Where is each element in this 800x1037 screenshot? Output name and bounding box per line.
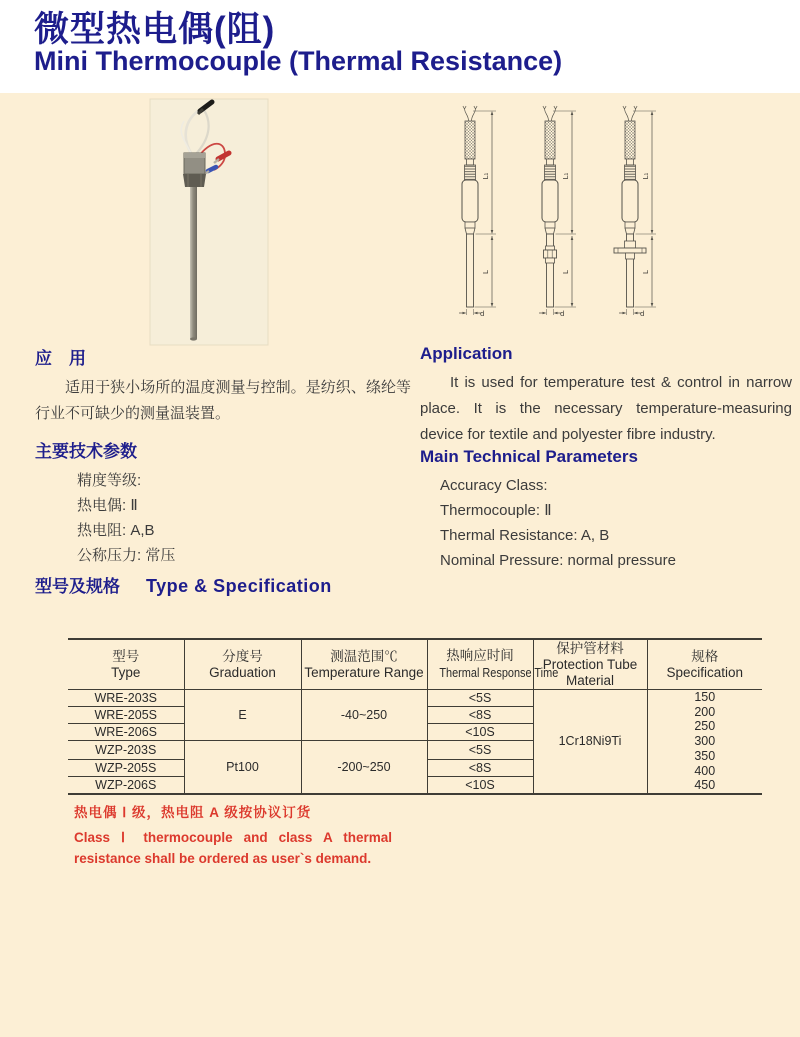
parameter-item: 热电阻: A,B [77, 522, 155, 539]
cell-type: WRE-205S [68, 707, 184, 724]
cell-type: WZP-203S [68, 741, 184, 760]
header-specification: 规格 Specification [647, 639, 762, 690]
spec-value: 150 [694, 690, 716, 704]
parameters-section-en [420, 447, 792, 573]
application-body-en: It is used for temperature test & control in narrow place. It is the necessary temperature-measuring device for textile and polyester fibre industry. [420, 374, 792, 443]
cell-response-time: <10S [427, 777, 533, 794]
cell-type: WZP-206S [68, 777, 184, 794]
order-note-en: Class Ⅰ thermocouple and class A thermal resistance shall be ordered as user`s demand. [74, 830, 392, 866]
specification-table [68, 638, 762, 795]
parameter-item: 精度等级: [77, 472, 142, 489]
header-type: 型号 Type [68, 639, 184, 690]
parameter-item: Nominal Pressure: normal pressure [440, 552, 676, 569]
parameter-item: 公称压力: 常压 [77, 547, 176, 564]
table-header-row [68, 639, 762, 690]
technical-drawings [432, 103, 672, 319]
product-photo [148, 97, 273, 347]
parameters-heading-en: Main Technical Parameters [420, 447, 638, 466]
header-protection-tube-material: 保护管材料 Protection Tube Material [533, 639, 647, 690]
parameter-item: Accuracy Class: [440, 477, 548, 494]
cell-response-time: <8S [427, 707, 533, 724]
drawing-flange-variant [614, 106, 656, 318]
cell-protection-material: 1Cr18Ni9Ti [533, 690, 647, 794]
spec-value: 250 [694, 719, 716, 734]
cell-response-time: <8S [427, 760, 533, 777]
drawing-hex-variant [539, 106, 576, 318]
application-section-en [420, 344, 792, 448]
header-graduation: 分度号 Graduation [184, 639, 301, 690]
dim-label-l: L [482, 270, 490, 274]
cell-response-time: <5S [427, 741, 533, 760]
dim-label-l1: L₁ [642, 172, 650, 180]
dim-label-l: L [562, 270, 570, 274]
application-heading-en: Application [420, 344, 513, 363]
cell-graduation: E [184, 690, 301, 741]
cell-response-time: <10S [427, 724, 533, 741]
parameters-section-zh [35, 437, 411, 568]
order-notes [74, 801, 392, 869]
cell-type: WRE-206S [68, 724, 184, 741]
parameters-heading-zh: 主要技术参数 [35, 442, 137, 461]
cell-specifications [647, 690, 762, 794]
probe-tip [190, 337, 197, 340]
cell-type: WZP-205S [68, 760, 184, 777]
cell-graduation: Pt100 [184, 741, 301, 794]
parameter-item: Thermal Resistance: A, B [440, 527, 610, 544]
title-band [0, 0, 800, 93]
cell-temp-range: -40~250 [301, 690, 427, 741]
spec-value: 400 [694, 763, 716, 778]
dim-label-d: d [560, 310, 565, 318]
dim-label-d: d [480, 310, 485, 318]
spec-heading-en: Type & Specification [146, 576, 332, 596]
dim-label-d: d [640, 310, 645, 318]
table-row [68, 690, 762, 707]
application-body-zh: 适用于狭小场所的温度测量与控制。是纺织、绦纶等行业不可缺少的测量温装置。 [35, 379, 411, 422]
dim-label-l: L [642, 270, 650, 274]
spec-section-heading [35, 572, 332, 597]
header-temperature-range: 测温范围℃ Temperature Range [301, 639, 427, 690]
drawing-plain-variant [459, 106, 496, 318]
parameter-item: Thermocouple: Ⅱ [440, 502, 552, 519]
spec-value: 450 [694, 778, 716, 793]
spec-value: 300 [694, 734, 716, 749]
application-heading-zh: 应 用 [35, 349, 86, 368]
application-section-zh [35, 344, 411, 427]
photo-background [150, 99, 268, 345]
page-title-chinese: 微型热电偶(阻) [34, 10, 276, 49]
cell-response-time: <5S [427, 690, 533, 707]
hex-nut [183, 174, 206, 187]
spec-heading-zh: 型号及规格 [35, 577, 120, 596]
spec-value: 200 [694, 704, 716, 719]
cell-type: WRE-203S [68, 690, 184, 707]
dim-label-l1: L₁ [482, 172, 490, 180]
page-title-english: Mini Thermocouple (Thermal Resistance) [34, 46, 563, 76]
junction-block-top [184, 153, 205, 158]
order-note-zh: 热电偶 Ⅰ 级，热电阻 A 级按协议订货 [74, 805, 312, 820]
cell-temp-range: -200~250 [301, 741, 427, 794]
probe-rod [190, 187, 197, 339]
dim-label-l1: L₁ [562, 172, 570, 180]
parameter-item: 热电偶: Ⅱ [77, 497, 138, 514]
spec-value: 350 [694, 748, 716, 763]
header-thermal-response-time: 热响应时间 Thermal Response Time [427, 639, 533, 690]
